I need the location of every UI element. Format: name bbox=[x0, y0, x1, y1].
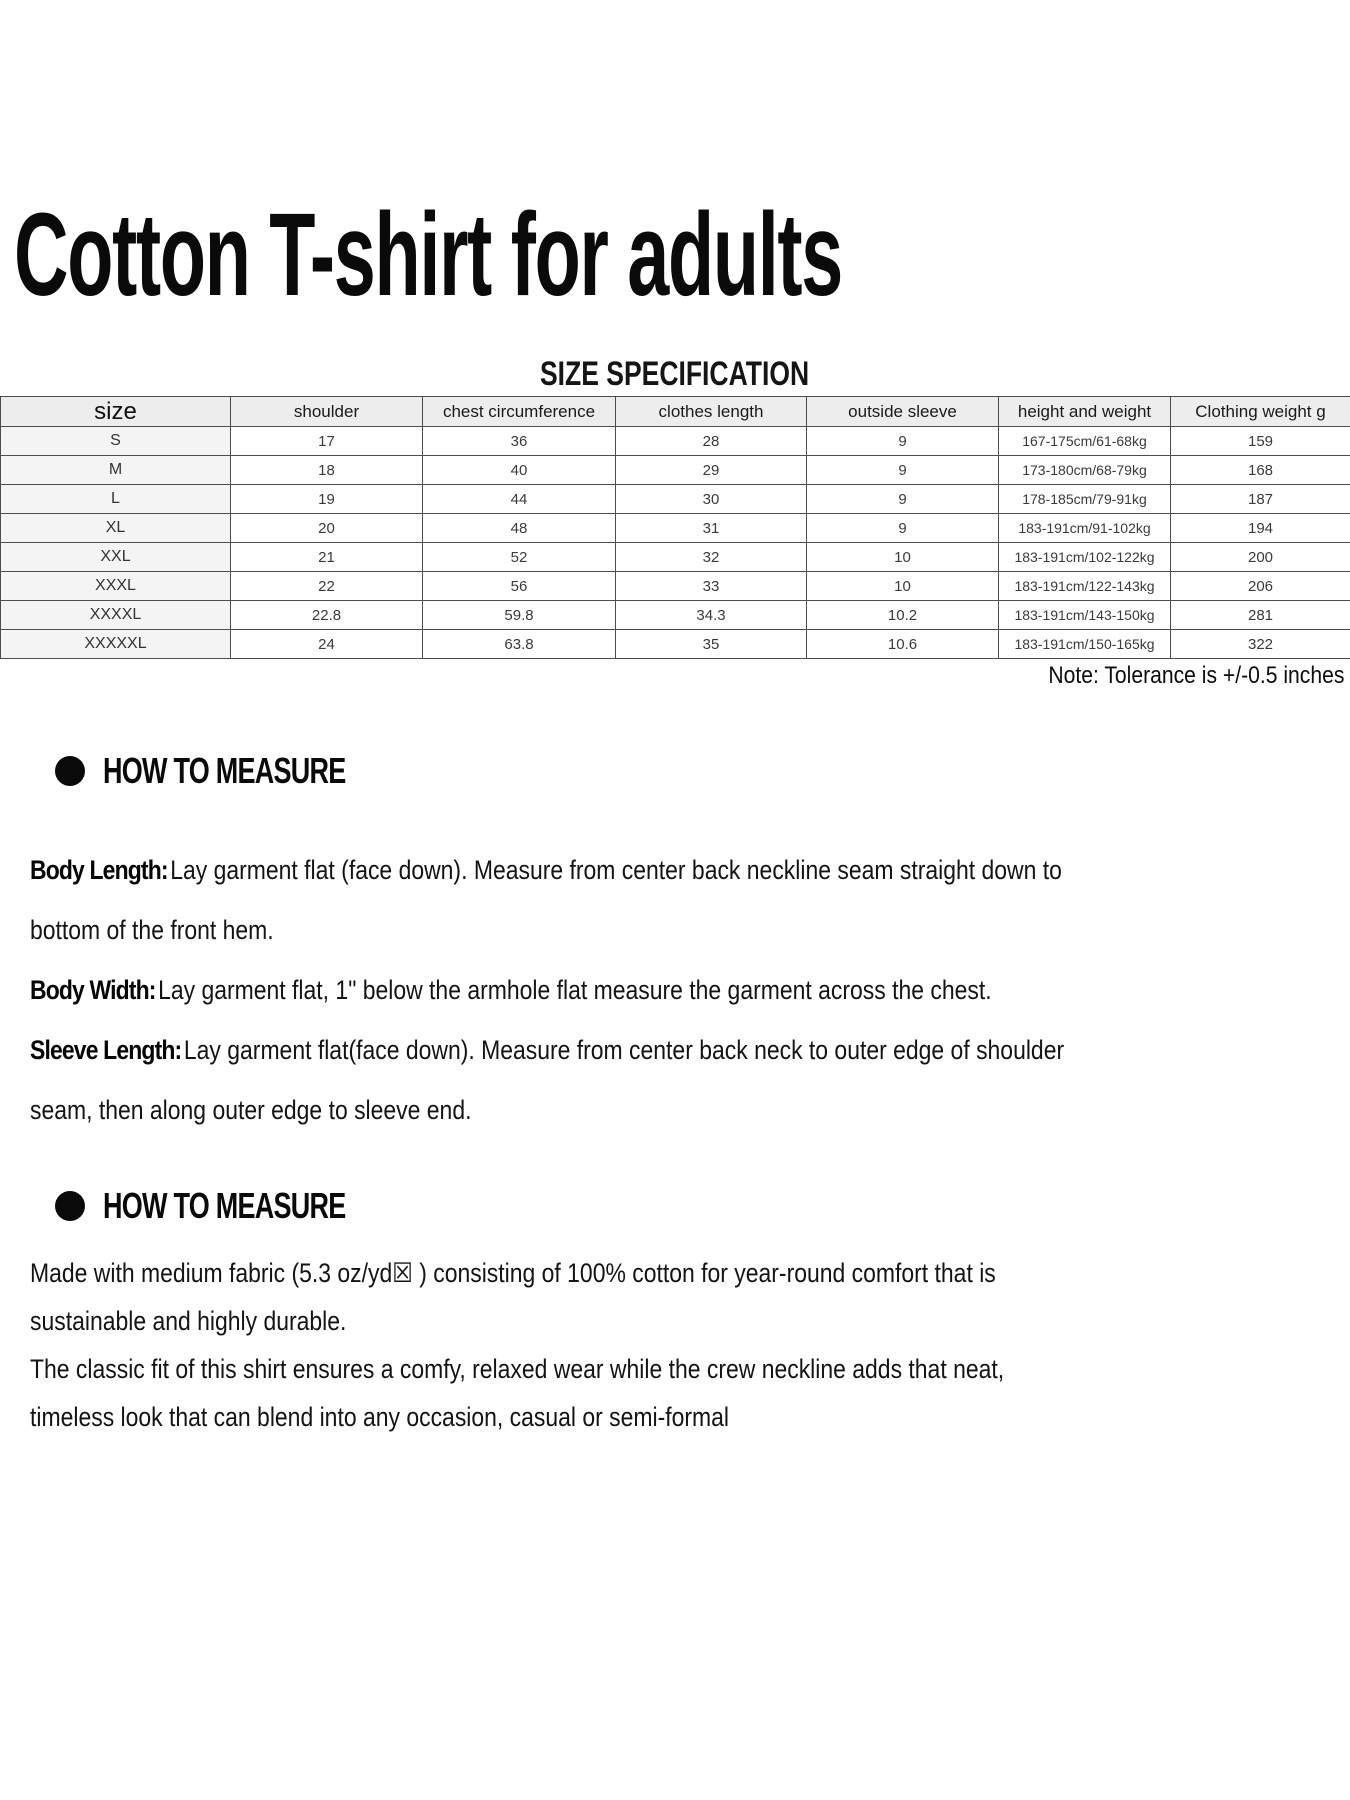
cell-size: XXL bbox=[1, 543, 231, 572]
cell-weight: 168 bbox=[1171, 456, 1350, 485]
table-row bbox=[1, 630, 1350, 659]
fit-line-1: The classic fit of this shirt ensures a comfy, relaxed wear while the crew neckline adds that neat, bbox=[30, 1354, 1005, 1384]
section-heading bbox=[30, 750, 1350, 792]
sleeve-length-line-2: seam, then along outer edge to sleeve end. bbox=[30, 1095, 472, 1125]
body-width-line bbox=[30, 960, 1152, 1020]
cell-chest: 59.8 bbox=[423, 601, 616, 630]
cell-height-weight: 183-191cm/102-122kg bbox=[999, 543, 1171, 572]
cell-length: 35 bbox=[616, 630, 807, 659]
table-row bbox=[1, 601, 1350, 630]
cell-length: 30 bbox=[616, 485, 807, 514]
cell-shoulder: 18 bbox=[231, 456, 423, 485]
table-row bbox=[1, 543, 1350, 572]
cell-weight: 187 bbox=[1171, 485, 1350, 514]
how-to-measure-section-2 bbox=[30, 1185, 1350, 1441]
section-heading-text: HOW TO MEASURE bbox=[103, 750, 346, 791]
bullet-icon bbox=[55, 756, 85, 786]
column-header-chest-circumference: chest circumference bbox=[423, 397, 616, 427]
cell-height-weight: 183-191cm/122-143kg bbox=[999, 572, 1171, 601]
cell-size: L bbox=[1, 485, 231, 514]
cell-height-weight: 183-191cm/143-150kg bbox=[999, 601, 1171, 630]
cell-chest: 44 bbox=[423, 485, 616, 514]
cell-shoulder: 24 bbox=[231, 630, 423, 659]
cell-height-weight: 178-185cm/79-91kg bbox=[999, 485, 1171, 514]
cell-size: XXXXL bbox=[1, 601, 231, 630]
cell-height-weight: 183-191cm/150-165kg bbox=[999, 630, 1171, 659]
section-heading-text: HOW TO MEASURE bbox=[103, 1185, 346, 1226]
column-header-outside-sleeve: outside sleeve bbox=[807, 397, 999, 427]
cell-shoulder: 19 bbox=[231, 485, 423, 514]
column-header-clothes-length: clothes length bbox=[616, 397, 807, 427]
table-header-row bbox=[1, 397, 1350, 427]
cell-height-weight: 167-175cm/61-68kg bbox=[999, 427, 1171, 456]
cell-sleeve: 9 bbox=[807, 456, 999, 485]
sleeve-length-text: Lay garment flat(face down). Measure from center back neck to outer edge of shoulder bbox=[183, 1035, 1065, 1065]
cell-chest: 36 bbox=[423, 427, 616, 456]
cell-weight: 281 bbox=[1171, 601, 1350, 630]
cell-size: XXXXXL bbox=[1, 630, 231, 659]
cell-size: M bbox=[1, 456, 231, 485]
body-length-label: Body Length: bbox=[30, 855, 168, 885]
cell-weight: 206 bbox=[1171, 572, 1350, 601]
size-specification-table bbox=[0, 396, 1350, 659]
cell-shoulder: 21 bbox=[231, 543, 423, 572]
section-heading bbox=[30, 1185, 1350, 1227]
cell-sleeve: 9 bbox=[807, 485, 999, 514]
cell-sleeve: 10.2 bbox=[807, 601, 999, 630]
cell-sleeve: 10.6 bbox=[807, 630, 999, 659]
cell-height-weight: 173-180cm/68-79kg bbox=[999, 456, 1171, 485]
cell-size: S bbox=[1, 427, 231, 456]
column-header-size: size bbox=[1, 397, 231, 427]
cell-weight: 200 bbox=[1171, 543, 1350, 572]
cell-chest: 63.8 bbox=[423, 630, 616, 659]
body-length-text: Lay garment flat (face down). Measure from center back neckline seam straight down to bbox=[170, 855, 1062, 885]
page-title bbox=[14, 189, 1308, 321]
column-header-height-and-weight: height and weight bbox=[999, 397, 1171, 427]
cell-length: 29 bbox=[616, 456, 807, 485]
cell-weight: 194 bbox=[1171, 514, 1350, 543]
sleeve-length-line-1 bbox=[30, 1020, 1152, 1080]
cell-sleeve: 9 bbox=[807, 427, 999, 456]
cell-length: 33 bbox=[616, 572, 807, 601]
cell-weight: 159 bbox=[1171, 427, 1350, 456]
fabric-line-2: sustainable and highly durable. bbox=[30, 1306, 347, 1336]
cell-length: 28 bbox=[616, 427, 807, 456]
cell-sleeve: 9 bbox=[807, 514, 999, 543]
table-row bbox=[1, 572, 1350, 601]
column-header-clothing-weight: Clothing weight g bbox=[1171, 397, 1350, 427]
cell-size: XL bbox=[1, 514, 231, 543]
cell-shoulder: 20 bbox=[231, 514, 423, 543]
page-title-text: Cotton T-shirt for adults bbox=[14, 189, 842, 321]
cell-chest: 48 bbox=[423, 514, 616, 543]
cell-size: XXXL bbox=[1, 572, 231, 601]
column-header-shoulder: shoulder bbox=[231, 397, 423, 427]
cell-shoulder: 17 bbox=[231, 427, 423, 456]
cell-weight: 322 bbox=[1171, 630, 1350, 659]
cell-chest: 40 bbox=[423, 456, 616, 485]
size-specification-heading-text: SIZE SPECIFICATION bbox=[540, 355, 810, 393]
sleeve-length-label: Sleeve Length: bbox=[30, 1035, 182, 1065]
cell-chest: 56 bbox=[423, 572, 616, 601]
fabric-line-1: Made with medium fabric (5.3 oz/yd☒ ) consisting of 100% cotton for year-round comfort that is bbox=[30, 1258, 996, 1288]
cell-chest: 52 bbox=[423, 543, 616, 572]
bullet-icon bbox=[55, 1191, 85, 1221]
body-width-text: Lay garment flat, 1" below the armhole flat measure the garment across the chest. bbox=[158, 975, 992, 1005]
body-length-line-2: bottom of the front hem. bbox=[30, 915, 274, 945]
cell-height-weight: 183-191cm/91-102kg bbox=[999, 514, 1171, 543]
body-width-label: Body Width: bbox=[30, 975, 156, 1005]
table-row bbox=[1, 456, 1350, 485]
cell-sleeve: 10 bbox=[807, 572, 999, 601]
fit-line-2: timeless look that can blend into any occasion, casual or semi-formal bbox=[30, 1402, 730, 1432]
body-length-line-1 bbox=[30, 840, 1152, 900]
cell-length: 31 bbox=[616, 514, 807, 543]
size-specification-heading bbox=[0, 355, 1350, 394]
cell-sleeve: 10 bbox=[807, 543, 999, 572]
how-to-measure-section-1 bbox=[30, 750, 1350, 1140]
table-row bbox=[1, 514, 1350, 543]
cell-length: 32 bbox=[616, 543, 807, 572]
tolerance-note: Note: Tolerance is +/-0.5 inches bbox=[1047, 662, 1344, 689]
cell-shoulder: 22 bbox=[231, 572, 423, 601]
cell-shoulder: 22.8 bbox=[231, 601, 423, 630]
table-row bbox=[1, 485, 1350, 514]
table-row bbox=[1, 427, 1350, 456]
cell-length: 34.3 bbox=[616, 601, 807, 630]
